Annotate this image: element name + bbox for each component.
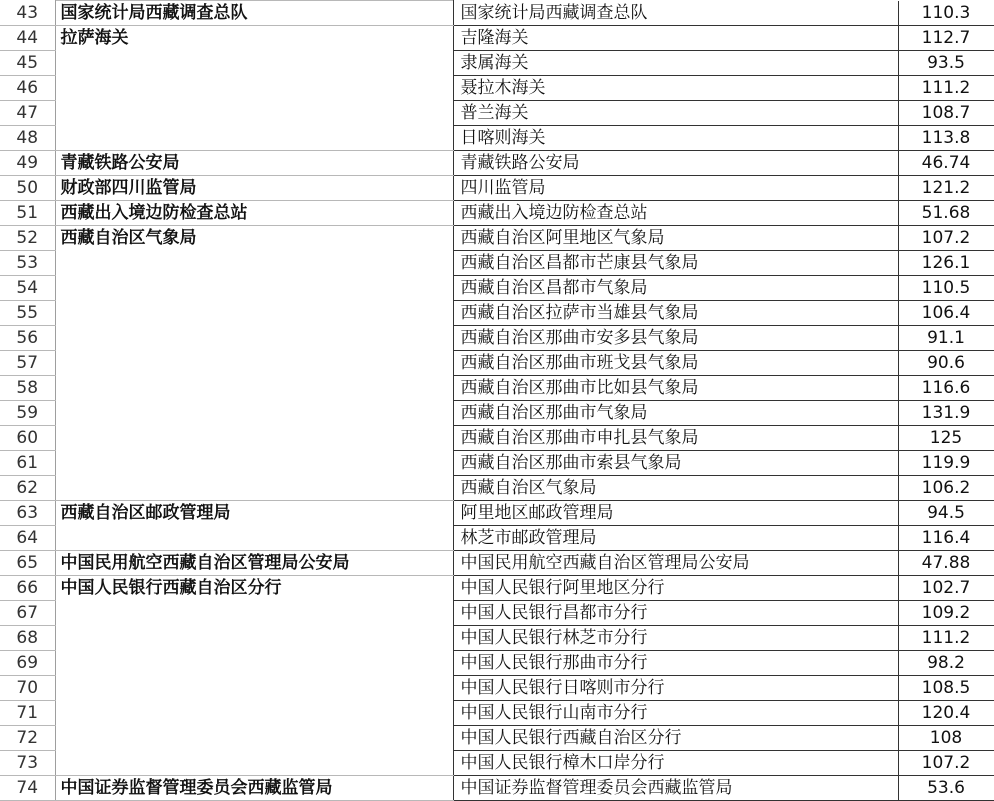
value-cell[interactable]: 108.7 (898, 101, 994, 126)
row-number-cell[interactable]: 69 (0, 651, 55, 676)
unit-cell[interactable]: 中国证券监督管理委员会西藏监管局 (453, 776, 898, 801)
spreadsheet-body (0, 1, 994, 801)
unit-cell[interactable]: 西藏自治区气象局 (453, 476, 898, 501)
unit-cell[interactable]: 普兰海关 (453, 101, 898, 126)
table-row (0, 576, 994, 601)
value-cell[interactable]: 112.7 (898, 26, 994, 51)
department-cell[interactable] (55, 751, 453, 776)
value-cell[interactable]: 110.3 (898, 1, 994, 26)
row-number-cell[interactable]: 68 (0, 626, 55, 651)
department-cell[interactable]: 西藏自治区气象局 (55, 226, 453, 251)
table-row (0, 726, 994, 751)
row-number-cell[interactable]: 53 (0, 251, 55, 276)
department-cell[interactable]: 中国人民银行西藏自治区分行 (55, 576, 453, 601)
unit-cell[interactable]: 隶属海关 (453, 51, 898, 76)
table-row (0, 551, 994, 576)
unit-cell[interactable]: 西藏自治区那曲市申扎县气象局 (453, 426, 898, 451)
table-row (0, 176, 994, 201)
value-cell[interactable]: 53.6 (898, 776, 994, 801)
table-row (0, 751, 994, 776)
department-cell[interactable] (55, 726, 453, 751)
row-number-cell[interactable]: 70 (0, 676, 55, 701)
value-cell[interactable]: 51.68 (898, 201, 994, 226)
table-row (0, 651, 994, 676)
table-row (0, 201, 994, 226)
department-cell[interactable]: 拉萨海关 (55, 26, 453, 51)
department-cell[interactable] (55, 351, 453, 376)
value-cell[interactable]: 94.5 (898, 501, 994, 526)
value-cell[interactable]: 116.4 (898, 526, 994, 551)
row-number-cell[interactable]: 60 (0, 426, 55, 451)
table-row (0, 476, 994, 501)
table-row (0, 626, 994, 651)
unit-cell[interactable]: 西藏自治区那曲市索县气象局 (453, 451, 898, 476)
table-row (0, 776, 994, 801)
table-row (0, 701, 994, 726)
value-cell[interactable]: 111.2 (898, 626, 994, 651)
department-cell[interactable] (55, 126, 453, 151)
unit-cell[interactable]: 日喀则海关 (453, 126, 898, 151)
table-row (0, 401, 994, 426)
row-number-cell[interactable]: 49 (0, 151, 55, 176)
value-cell[interactable]: 102.7 (898, 576, 994, 601)
unit-cell[interactable]: 中国人民银行那曲市分行 (453, 651, 898, 676)
table-row (0, 426, 994, 451)
department-cell[interactable]: 国家统计局西藏调查总队 (55, 1, 453, 26)
department-cell[interactable] (55, 526, 453, 551)
value-cell[interactable]: 110.5 (898, 276, 994, 301)
table-row (0, 526, 994, 551)
value-cell[interactable]: 119.9 (898, 451, 994, 476)
department-cell[interactable] (55, 701, 453, 726)
row-number-cell[interactable]: 54 (0, 276, 55, 301)
row-number-cell[interactable]: 63 (0, 501, 55, 526)
table-row (0, 101, 994, 126)
table-row (0, 51, 994, 76)
value-cell[interactable]: 121.2 (898, 176, 994, 201)
unit-cell[interactable]: 西藏自治区那曲市班戈县气象局 (453, 351, 898, 376)
table-row (0, 251, 994, 276)
unit-cell[interactable]: 中国人民银行樟木口岸分行 (453, 751, 898, 776)
row-number-cell[interactable]: 73 (0, 751, 55, 776)
row-number-cell[interactable]: 57 (0, 351, 55, 376)
value-cell[interactable]: 108.5 (898, 676, 994, 701)
row-number-cell[interactable]: 74 (0, 776, 55, 801)
department-cell[interactable] (55, 251, 453, 276)
unit-cell[interactable]: 中国人民银行日喀则市分行 (453, 676, 898, 701)
row-number-cell[interactable]: 51 (0, 201, 55, 226)
row-number-cell[interactable]: 64 (0, 526, 55, 551)
table-row (0, 501, 994, 526)
unit-cell[interactable]: 西藏自治区昌都市气象局 (453, 276, 898, 301)
row-number-cell[interactable]: 61 (0, 451, 55, 476)
unit-cell[interactable]: 国家统计局西藏调查总队 (453, 1, 898, 26)
unit-cell[interactable]: 中国人民银行阿里地区分行 (453, 576, 898, 601)
value-cell[interactable]: 47.88 (898, 551, 994, 576)
table-row (0, 676, 994, 701)
value-cell[interactable]: 111.2 (898, 76, 994, 101)
row-number-cell[interactable]: 44 (0, 26, 55, 51)
department-cell[interactable] (55, 326, 453, 351)
unit-cell[interactable]: 吉隆海关 (453, 26, 898, 51)
value-cell[interactable]: 108 (898, 726, 994, 751)
unit-cell[interactable]: 中国人民银行西藏自治区分行 (453, 726, 898, 751)
table-row (0, 1, 994, 26)
unit-cell[interactable]: 中国人民银行昌都市分行 (453, 601, 898, 626)
unit-cell[interactable]: 西藏自治区那曲市比如县气象局 (453, 376, 898, 401)
department-cell[interactable] (55, 651, 453, 676)
table-row (0, 276, 994, 301)
row-number-cell[interactable]: 45 (0, 51, 55, 76)
value-cell[interactable]: 131.9 (898, 401, 994, 426)
department-cell[interactable]: 中国民用航空西藏自治区管理局公安局 (55, 551, 453, 576)
department-cell[interactable]: 西藏出入境边防检查总站 (55, 201, 453, 226)
unit-cell[interactable]: 中国人民银行林芝市分行 (453, 626, 898, 651)
unit-cell[interactable]: 西藏自治区那曲市安多县气象局 (453, 326, 898, 351)
value-cell[interactable]: 93.5 (898, 51, 994, 76)
value-cell[interactable]: 106.4 (898, 301, 994, 326)
unit-cell[interactable]: 四川监管局 (453, 176, 898, 201)
value-cell[interactable]: 46.74 (898, 151, 994, 176)
department-cell[interactable]: 西藏自治区邮政管理局 (55, 501, 453, 526)
unit-cell[interactable]: 西藏自治区拉萨市当雄县气象局 (453, 301, 898, 326)
unit-cell[interactable]: 中国人民银行山南市分行 (453, 701, 898, 726)
row-number-cell[interactable]: 58 (0, 376, 55, 401)
department-cell[interactable] (55, 601, 453, 626)
value-cell[interactable]: 116.6 (898, 376, 994, 401)
table-row (0, 376, 994, 401)
unit-cell[interactable]: 聂拉木海关 (453, 76, 898, 101)
department-cell[interactable] (55, 626, 453, 651)
value-cell[interactable]: 120.4 (898, 701, 994, 726)
department-cell[interactable] (55, 376, 453, 401)
table-row (0, 26, 994, 51)
value-cell[interactable]: 125 (898, 426, 994, 451)
row-number-cell[interactable]: 66 (0, 576, 55, 601)
unit-cell[interactable]: 青藏铁路公安局 (453, 151, 898, 176)
row-number-cell[interactable]: 56 (0, 326, 55, 351)
department-cell[interactable] (55, 276, 453, 301)
table-row (0, 351, 994, 376)
row-number-cell[interactable]: 62 (0, 476, 55, 501)
row-number-cell[interactable]: 67 (0, 601, 55, 626)
table-row (0, 226, 994, 251)
unit-cell[interactable]: 中国民用航空西藏自治区管理局公安局 (453, 551, 898, 576)
unit-cell[interactable]: 阿里地区邮政管理局 (453, 501, 898, 526)
department-cell[interactable] (55, 76, 453, 101)
row-number-cell[interactable]: 46 (0, 76, 55, 101)
value-cell[interactable]: 113.8 (898, 126, 994, 151)
table-row (0, 76, 994, 101)
table-row (0, 126, 994, 151)
department-cell[interactable] (55, 51, 453, 76)
table-row (0, 451, 994, 476)
table-row (0, 151, 994, 176)
unit-cell[interactable]: 西藏出入境边防检查总站 (453, 201, 898, 226)
value-cell[interactable]: 107.2 (898, 751, 994, 776)
row-number-cell[interactable]: 52 (0, 226, 55, 251)
department-cell[interactable] (55, 451, 453, 476)
unit-cell[interactable]: 西藏自治区阿里地区气象局 (453, 226, 898, 251)
department-cell[interactable] (55, 401, 453, 426)
row-number-cell[interactable]: 59 (0, 401, 55, 426)
department-cell[interactable] (55, 101, 453, 126)
table-row (0, 601, 994, 626)
row-number-cell[interactable]: 71 (0, 701, 55, 726)
value-cell[interactable]: 109.2 (898, 601, 994, 626)
row-number-cell[interactable]: 72 (0, 726, 55, 751)
unit-cell[interactable]: 林芝市邮政管理局 (453, 526, 898, 551)
row-number-cell[interactable]: 47 (0, 101, 55, 126)
row-number-cell[interactable]: 48 (0, 126, 55, 151)
value-cell[interactable]: 126.1 (898, 251, 994, 276)
value-cell[interactable]: 91.1 (898, 326, 994, 351)
department-cell[interactable] (55, 676, 453, 701)
department-cell[interactable] (55, 476, 453, 501)
row-number-cell[interactable]: 43 (0, 1, 55, 26)
table-row (0, 326, 994, 351)
unit-cell[interactable]: 西藏自治区昌都市芒康县气象局 (453, 251, 898, 276)
unit-cell[interactable]: 西藏自治区那曲市气象局 (453, 401, 898, 426)
value-cell[interactable]: 90.6 (898, 351, 994, 376)
row-number-cell[interactable]: 65 (0, 551, 55, 576)
value-cell[interactable]: 107.2 (898, 226, 994, 251)
value-cell[interactable]: 106.2 (898, 476, 994, 501)
department-cell[interactable]: 中国证券监督管理委员会西藏监管局 (55, 776, 453, 801)
department-cell[interactable] (55, 426, 453, 451)
department-cell[interactable]: 青藏铁路公安局 (55, 151, 453, 176)
value-cell[interactable]: 98.2 (898, 651, 994, 676)
row-number-cell[interactable]: 50 (0, 176, 55, 201)
department-cell[interactable]: 财政部四川监管局 (55, 176, 453, 201)
department-cell[interactable] (55, 301, 453, 326)
table-row (0, 301, 994, 326)
row-number-cell[interactable]: 55 (0, 301, 55, 326)
